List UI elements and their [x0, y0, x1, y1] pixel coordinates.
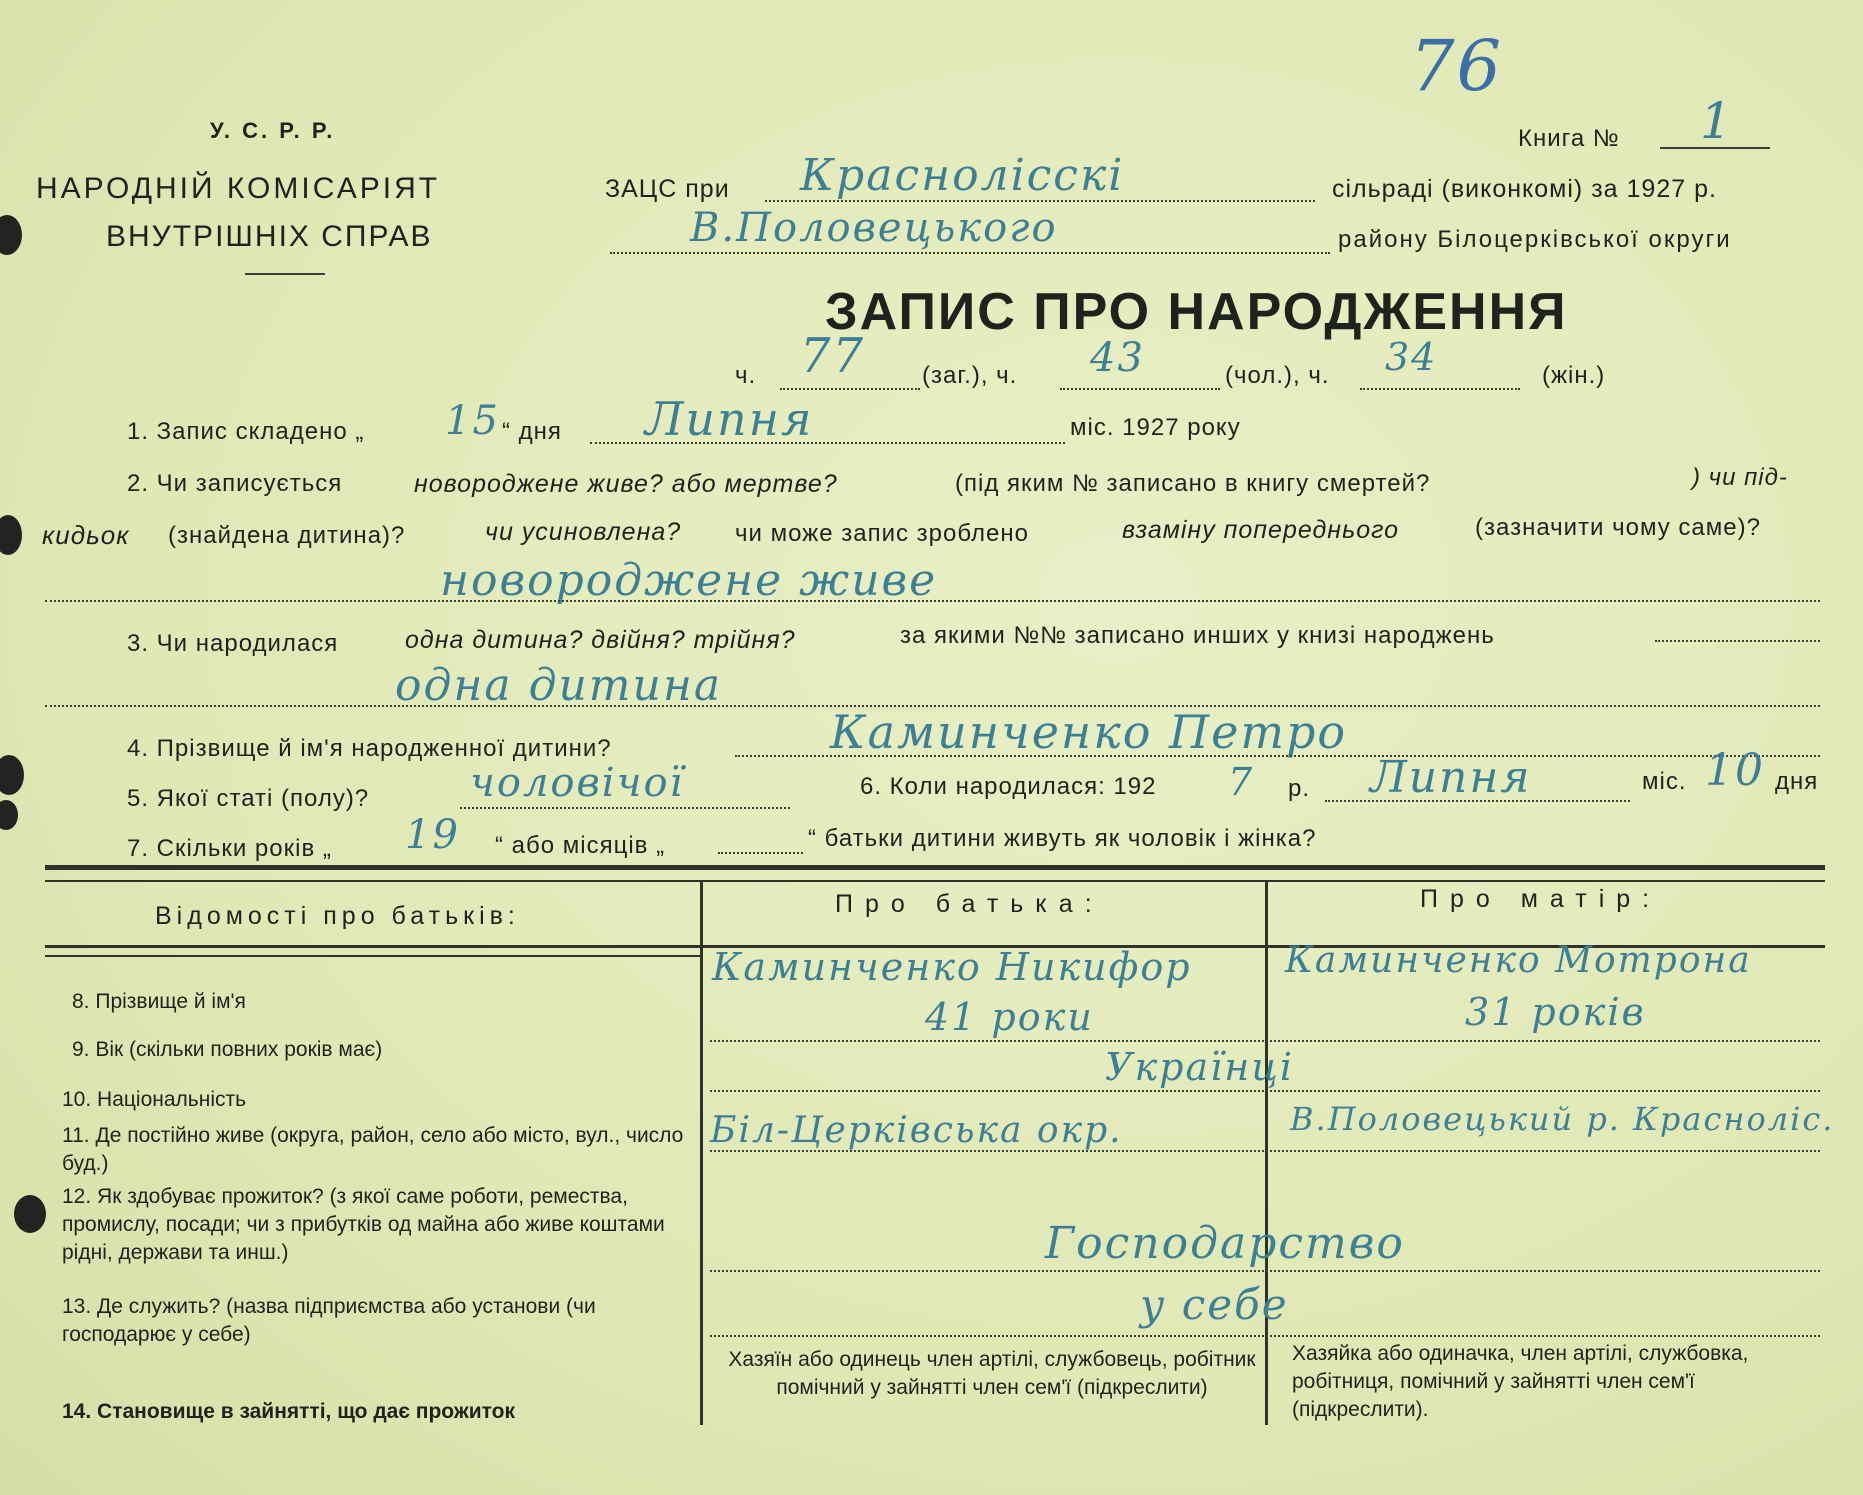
total-dots	[780, 388, 920, 390]
father-nationality: Українці	[1105, 1045, 1294, 1089]
row-line	[710, 1040, 1820, 1042]
father-age: 41 роки	[925, 995, 1094, 1039]
q3-options: одна дитина? двійня? трійня?	[405, 626, 796, 654]
table-col-divider-1	[700, 880, 703, 1425]
q7-years: 19	[405, 812, 460, 858]
district-dots	[610, 252, 1330, 254]
q2-adopted: чи усиновлена?	[485, 518, 682, 546]
binder-hole	[0, 755, 24, 795]
header-underline	[245, 273, 325, 275]
zags-value: Краснолісскі	[800, 150, 1125, 201]
q1-text-c: міс. 1927 року	[1070, 414, 1241, 441]
q2-dots	[45, 600, 1820, 602]
q6-month: Липня	[1370, 752, 1532, 803]
q2-foundling: кидьок	[42, 520, 130, 550]
q5-answer: чоловічої	[470, 760, 685, 806]
row-label-position: 14. Становище в зайнятті, що дає прожиток	[62, 1400, 515, 1423]
numbers-male-label: (чол.), ч.	[1225, 362, 1330, 389]
row-label-age: 9. Вік (скільки повних років має)	[72, 1038, 383, 1061]
state-abbr: У. С. Р. Р.	[210, 118, 336, 143]
q2-text-f: (знайдена дитина)?	[168, 522, 406, 549]
father-employment: у себе	[1140, 1280, 1289, 1329]
table-col-divider-2	[1265, 880, 1268, 1425]
female-dots	[1360, 388, 1520, 390]
male-dots	[1060, 388, 1220, 390]
row-label-employment: 13. Де служить? (назва підприємства або установи (чи господарює у себе)	[62, 1295, 596, 1346]
numbers-male: 43	[1090, 335, 1145, 381]
q3-text: 3. Чи народилася	[127, 630, 339, 657]
q5-dots	[460, 807, 790, 809]
col-header-father: Про батька:	[835, 890, 1104, 918]
q3-dots-a	[1655, 640, 1820, 642]
q2-text-c: (під яким № записано в книгу смертей?	[955, 470, 1431, 497]
district-value: В.Половецького	[690, 205, 1058, 251]
ministry-line1: НАРОДНІЙ КОМІСАРІЯТ	[36, 172, 441, 205]
q6-text-d: дня	[1775, 768, 1819, 795]
document-title: ЗАПИС ПРО НАРОДЖЕННЯ	[825, 283, 1568, 341]
numbers-total: 77	[800, 328, 866, 384]
table-top-rule	[45, 865, 1825, 870]
zags-prefix: ЗАЦС при	[605, 175, 730, 203]
mother-position: Хазяйка або одиначка, член артілі, службовка, робітниця, помічний у зайнятті член сем'ї (підкреслити).	[1292, 1342, 1749, 1421]
q6-dots	[1325, 800, 1630, 802]
q3-text-c: за якими №№ записано инших у книзі народжень	[900, 622, 1495, 649]
binder-hole	[0, 215, 22, 255]
q2-text: 2. Чи записується	[127, 470, 343, 497]
binder-hole	[14, 1195, 46, 1233]
q1-text: 1. Запис складено „	[127, 418, 365, 445]
binder-hole	[0, 800, 18, 830]
district-suffix: району Білоцерківської округи	[1338, 226, 1732, 253]
q4-text: 4. Прізвище й ім'я народженної дитини?	[127, 735, 612, 762]
row-label-name: 8. Прізвище й ім'я	[72, 990, 246, 1013]
father-livelihood: Господарство	[1045, 1218, 1405, 1269]
father-residence: Біл-Церківська окр.	[710, 1110, 1123, 1151]
row-line	[710, 1270, 1820, 1272]
q5-text: 5. Якої статі (полу)?	[127, 785, 370, 812]
book-line	[1660, 147, 1770, 149]
q6-text-c: міс.	[1642, 768, 1687, 795]
zags-dots	[765, 200, 1315, 202]
mother-age: 31 років	[1465, 990, 1646, 1034]
table-top-rule2	[45, 880, 1825, 882]
q3-answer: одна дитина	[395, 660, 723, 711]
father-name: Каминченко Никифор	[712, 945, 1192, 989]
numbers-total-label: (заг.), ч.	[922, 362, 1018, 389]
father-position: Хазяїн або одинець член артілі, службовець, робітник помічний у зайнятті член сем'ї (підкреслити)	[728, 1348, 1256, 1399]
q7-text-c: “ батьки дитини живуть як чоловік і жінка?	[808, 825, 1317, 852]
zags-suffix: сільраді (виконкомі) за 1927 р.	[1332, 175, 1717, 203]
numbers-ch: ч.	[735, 362, 757, 389]
q2-text-h: чи може запис зроблено	[735, 520, 1029, 547]
q1-text-b: “ дня	[502, 418, 562, 445]
page-number: 76	[1410, 25, 1504, 107]
row-label-livelihood: 12. Як здобуває прожиток? (з якої саме роботи, ремества, промислу, посади; чи з прибутків од майна або живе коштами рідні, держави та инш.)	[62, 1185, 665, 1264]
q2-text-j: (зазначити чому саме)?	[1475, 514, 1761, 541]
table-header-rule2	[45, 955, 700, 957]
binder-hole	[0, 515, 22, 555]
q1-day: 15	[445, 398, 500, 444]
row-line	[710, 1335, 1820, 1337]
numbers-female-label: (жін.)	[1542, 362, 1606, 389]
col-header-parents: Відомості про батьків:	[155, 902, 520, 930]
q6-day: 10	[1705, 745, 1765, 796]
q1-dots	[590, 442, 1065, 444]
q4-answer: Каминченко Петро	[830, 705, 1348, 759]
book-value: 1	[1700, 92, 1734, 150]
ministry-line2: ВНУТРІШНІХ СПРАВ	[106, 220, 433, 253]
row-label-nationality: 10. Національність	[62, 1088, 247, 1111]
q6-year: 7	[1228, 760, 1255, 804]
q2-replacement: взаміну попереднього	[1122, 516, 1400, 544]
q7-text-b: “ або місяців „	[495, 832, 666, 859]
row-line	[710, 1090, 1820, 1092]
q1-month: Липня	[645, 392, 814, 446]
numbers-female: 34	[1385, 335, 1438, 379]
q6-text-b: р.	[1288, 775, 1311, 802]
mother-name: Каминченко Мотрона	[1285, 940, 1752, 981]
q7-text: 7. Скільки років „	[127, 835, 332, 862]
q2-answer: новороджене живе	[440, 555, 938, 606]
col-header-mother: Про матір:	[1420, 885, 1662, 913]
q2-text-d: ) чи під-	[1692, 464, 1788, 491]
q2-options: новороджене живе? або мертве?	[414, 470, 838, 498]
mother-residence: В.Половецький р. Красноліс.	[1290, 1100, 1835, 1138]
q4-dots	[735, 755, 1820, 757]
q7-dots	[718, 852, 803, 854]
row-label-residence: 11. Де постійно живе (округа, район, село або місто, вул., число буд.)	[62, 1124, 684, 1175]
q6-text: 6. Коли народилася: 192	[860, 773, 1157, 800]
book-label: Книга №	[1518, 125, 1620, 152]
